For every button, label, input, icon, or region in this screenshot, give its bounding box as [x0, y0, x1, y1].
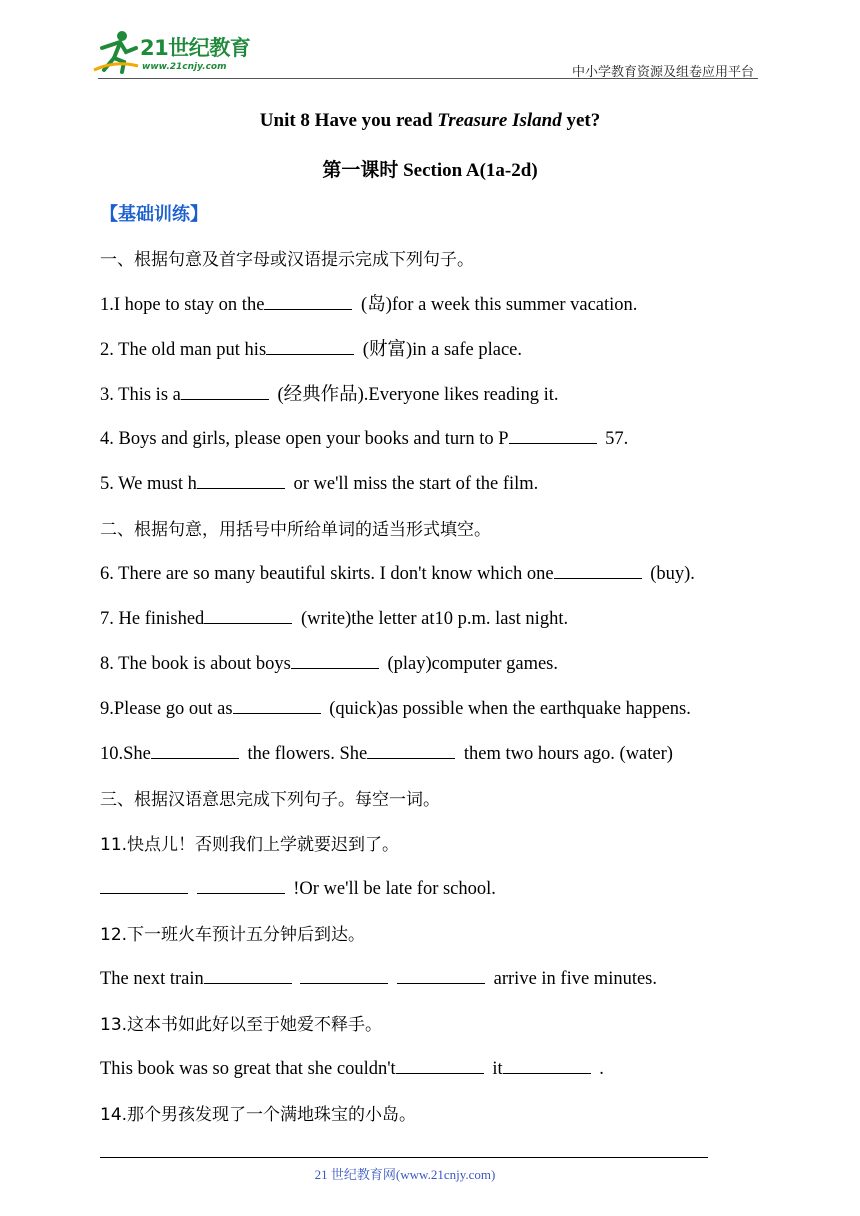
lesson-subtitle: 第一课时 Section A(1a-2d): [322, 160, 538, 181]
q5-text-end: or we'll miss the start of the film.: [288, 474, 539, 494]
question-4: [100, 425, 628, 450]
answer-blank[interactable]: [197, 470, 285, 489]
q6-text: 6. There are so many beautiful skirts. I don't know which one: [100, 564, 554, 584]
part2-heading: 二、根据句意，用括号中所给单词的适当形式填空。: [100, 520, 491, 540]
header-divider: [98, 78, 758, 79]
question-7: [100, 605, 568, 630]
q8-text: 8. The book is about boys: [100, 654, 291, 674]
question-11-chinese: 11.快点儿！否则我们上学就要迟到了。: [100, 835, 400, 855]
answer-blank[interactable]: [291, 650, 379, 669]
q4-text-end: 57.: [600, 429, 629, 449]
page-header: [0, 0, 860, 80]
answer-blank[interactable]: [503, 1055, 591, 1074]
q13-text-end: .: [594, 1059, 604, 1079]
answer-blank[interactable]: [204, 605, 292, 624]
unit-title: [0, 110, 860, 132]
q8-text-end: (play)computer games.: [382, 654, 558, 674]
question-5: [100, 470, 538, 495]
q6-text-end: (buy).: [645, 564, 695, 584]
q5-text: 5. We must h: [100, 474, 197, 494]
answer-blank[interactable]: [554, 560, 642, 579]
part1-heading: 一、根据句意及首字母或汉语提示完成下列句子。: [100, 250, 474, 270]
question-13: [100, 1055, 604, 1080]
header-platform-text: 中小学教育资源及组卷应用平台: [571, 65, 754, 80]
q4-text: 4. Boys and girls, please open your books and turn to P: [100, 429, 509, 449]
q3-text: 3. This is a: [100, 385, 181, 405]
page-footer: 21 世纪教育网(www.21cnjy.com): [314, 1167, 496, 1182]
answer-blank[interactable]: [151, 740, 239, 759]
title-book: Treasure Island: [437, 110, 562, 131]
q10-text: 10.She: [100, 744, 151, 764]
title-prefix: Unit 8 Have you read: [259, 110, 438, 131]
answer-blank[interactable]: [100, 875, 188, 894]
footer-divider: [100, 1157, 708, 1158]
q2-text-end: (财富)in a safe place.: [358, 340, 523, 360]
question-10: [100, 740, 673, 765]
q10-text-mid: the flowers. She: [242, 744, 368, 764]
part3-heading: 三、根据汉语意思完成下列句子。每空一词。: [100, 790, 440, 810]
answer-blank[interactable]: [233, 695, 321, 714]
site-logo: [92, 30, 262, 76]
q9-text: 9.Please go out as: [100, 699, 233, 719]
question-13-chinese: 13.这本书如此好以至于她爱不释手。: [100, 1015, 383, 1035]
q12-text-end: arrive in five minutes.: [489, 969, 658, 989]
answer-blank[interactable]: [204, 965, 292, 984]
q3-text-end: (经典作品).Everyone likes reading it.: [272, 385, 559, 405]
q1-text: 1.I hope to stay on the: [100, 295, 265, 315]
answer-blank[interactable]: [264, 291, 352, 310]
question-2: [100, 335, 522, 361]
question-12: [100, 965, 657, 990]
answer-blank[interactable]: [396, 1055, 484, 1074]
answer-blank[interactable]: [197, 875, 285, 894]
question-11: [100, 875, 496, 900]
q7-text-end: (write)the letter at10 p.m. last night.: [296, 609, 569, 629]
q1-text-end: (岛)for a week this summer vacation.: [356, 295, 638, 315]
q2-text: 2. The old man put his: [100, 340, 267, 360]
runner-icon: [92, 30, 140, 74]
q13-text-mid: it: [487, 1059, 503, 1079]
question-6: [100, 560, 695, 585]
title-suffix: yet?: [561, 110, 601, 131]
logo-url: www.21cnjy.com: [142, 62, 227, 72]
answer-blank[interactable]: [367, 740, 455, 759]
question-12-chinese: 12.下一班火车预计五分钟后到达。: [100, 925, 366, 945]
q9-text-end: (quick)as possible when the earthquake happens.: [324, 699, 691, 719]
answer-blank[interactable]: [300, 965, 388, 984]
question-8: [100, 650, 558, 675]
q12-text: The next train: [100, 969, 204, 989]
question-3: [100, 380, 559, 406]
answer-blank[interactable]: [181, 381, 269, 400]
answer-blank[interactable]: [509, 425, 597, 444]
question-9: [100, 695, 691, 720]
answer-blank[interactable]: [397, 965, 485, 984]
section-tag: 【基础训练】: [100, 204, 208, 225]
q10-text-end: them two hours ago. (water): [459, 744, 673, 764]
answer-blank[interactable]: [266, 336, 354, 355]
q11-text-end: !Or we'll be late for school.: [288, 879, 496, 899]
logo-text: 21世纪教育: [140, 36, 251, 60]
q7-text: 7. He finished: [100, 609, 205, 629]
question-14-chinese: 14.那个男孩发现了一个满地珠宝的小岛。: [100, 1105, 417, 1125]
question-1: [100, 290, 637, 316]
q13-text: This book was so great that she couldn't: [100, 1059, 396, 1079]
